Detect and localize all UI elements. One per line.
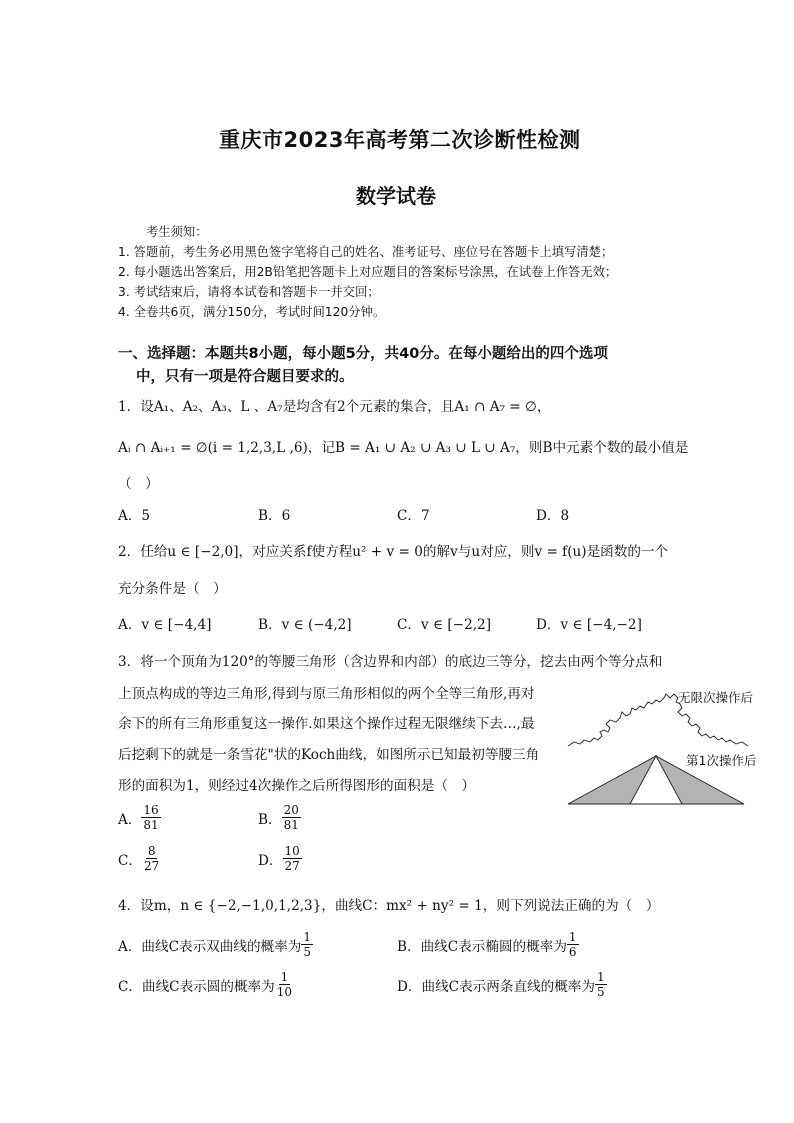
option-a: A．v ∈ [−4,4] xyxy=(118,617,212,633)
page-title: 重庆市2023年高考第二次诊断性检测 xyxy=(219,128,581,152)
question-3-line: 形的面积为1，则经过4次操作之后所得图形的面积是（ ） xyxy=(118,778,476,794)
option-c: C． $\frac{8}{27}$ xyxy=(118,844,160,873)
notice-heading: 考生须知： xyxy=(146,225,208,239)
question-3-line: 余下的所有三角形重复这一操作.如果这个操作过程无限继续下去…,最 xyxy=(118,716,535,732)
question-1-line: （ ） xyxy=(118,476,159,492)
figure-label-infinite: 无限次操作后 xyxy=(678,690,754,705)
option-c: C．曲线C表示圆的概率为 $\frac{1}{10}$ xyxy=(118,970,293,999)
option-b: B． $\frac{20}{81}$ xyxy=(258,803,299,832)
question-2-line: 充分条件是（ ） xyxy=(118,581,227,597)
figure-label-first: 第1次操作后 xyxy=(686,753,757,768)
option-c: C．7 xyxy=(397,508,430,524)
page-subtitle: 数学试卷 xyxy=(356,184,436,208)
section-heading-cont: 中，只有一项是符合题目要求的。 xyxy=(136,369,354,385)
option-d: D． $\frac{10}{27}$ xyxy=(258,844,300,873)
option-c: C．v ∈ [−2,2] xyxy=(397,617,491,633)
option-b: B．v ∈ (−4,2] xyxy=(258,617,352,633)
option-b: B．曲线C表示椭圆的概率为 $\frac{1}{6}$ xyxy=(397,930,577,959)
question-3-line: 后挖剩下的就是一条雪花"状的Koch曲线，如图所示已知最初等腰三角 xyxy=(118,747,540,763)
section-heading: 一、选择题：本题共8小题，每小题5分，共40分。在每小题给出的四个选项 xyxy=(118,346,608,362)
koch-curve-figure xyxy=(560,680,770,810)
question-2-line: 2．任给u ∈ [−2,0]，对应关系f使方程u² + v = 0的解v与u对应，则v = f(u)是函数的一个 xyxy=(118,544,669,560)
option-d: D．v ∈ [−4,−2] xyxy=(536,617,642,633)
option-d: D．8 xyxy=(536,508,570,524)
notice-item: 4. 全卷共6页，满分150分，考试时间120分钟。 xyxy=(118,305,386,319)
option-b: B．6 xyxy=(258,508,291,524)
option-a: A． $\frac{16}{81}$ xyxy=(118,803,159,832)
question-3-line: 3．将一个顶角为120°的等腰三角形（含边界和内部）的底边三等分，挖去由两个等分点和 xyxy=(118,654,663,670)
question-3-line: 上顶点构成的等边三角形,得到与原三角形相似的两个全等三角形,再对 xyxy=(118,686,535,702)
option-a: A．5 xyxy=(118,508,151,524)
question-1-line: 1．设A₁、A₂、A₃、L 、A₇是均含有2个元素的集合，且A₁ ∩ A₇ = ∅， xyxy=(118,399,551,415)
notice-item: 3. 考试结束后，请将本试卷和答题卡一并交回； xyxy=(118,285,380,299)
question-4-line: 4．设m，n ∈ {−2,−1,0,1,2,3}，曲线C：mx² + ny² = 1，则下列说法正确的为（ ） xyxy=(118,898,660,914)
notice-item: 2. 每小题选出答案后，用2B铅笔把答题卡上对应题目的答案标号涂黑，在试卷上作答无效； xyxy=(118,265,618,279)
triangle-left xyxy=(568,756,656,804)
question-1-line: Aᵢ ∩ Aᵢ₊₁ = ∅(i = 1,2,3,L ,6)，记B = A₁ ∪ A₂ ∪ A₃ ∪ L ∪ A₇，则B中元素个数的最小值是 xyxy=(118,440,689,456)
notice-item: 1. 答题前，考生务必用黑色签字笔将自己的姓名、准考证号、座位号在答题卡上填写清楚； xyxy=(118,245,614,259)
option-d: D．曲线C表示两条直线的概率为 $\frac{1}{5}$ xyxy=(397,970,605,999)
option-a: A．曲线C表示双曲线的概率为 $\frac{1}{5}$ xyxy=(118,930,311,959)
